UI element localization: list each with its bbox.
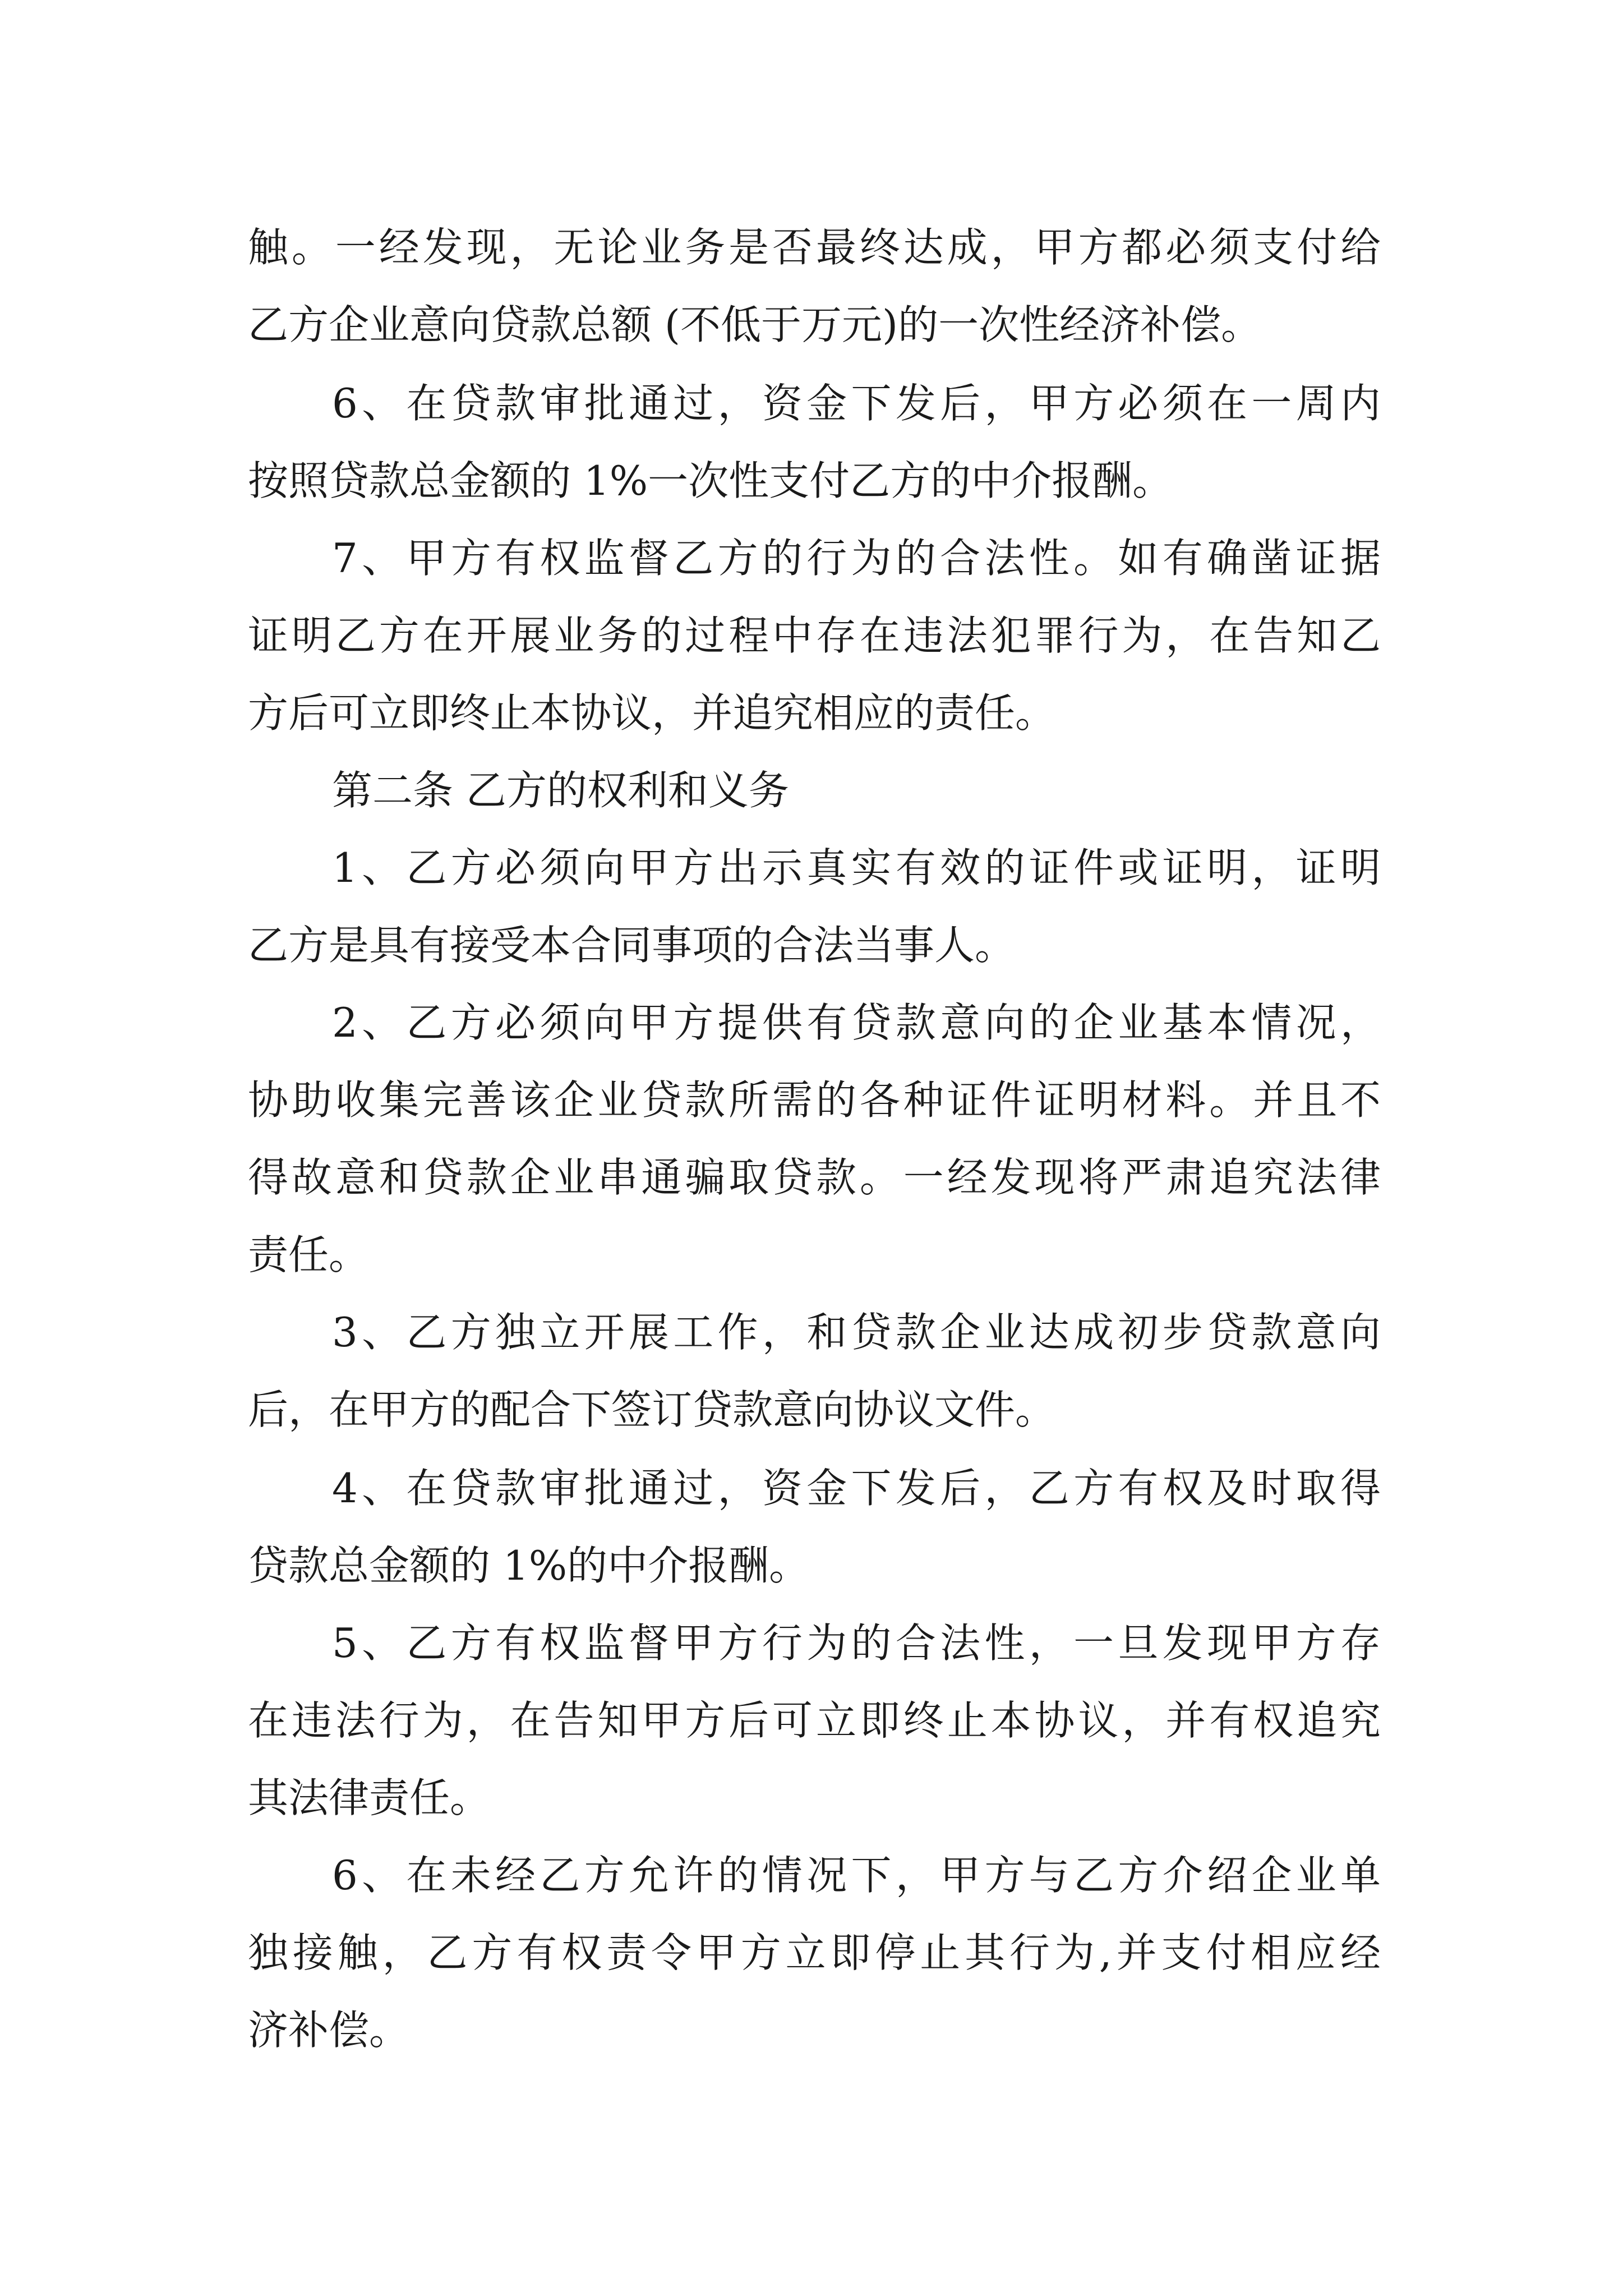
- text-line: 6、在未经乙方允许的情况下，甲方与乙方介绍企业单: [332, 1852, 1381, 1899]
- text-line: 得故意和贷款企业串通骗取贷款。一经发现将严肃追究法律: [248, 1154, 1381, 1201]
- text-line: 按照贷款总金额的 1%一次性支付乙方的中介报酬。: [248, 457, 1173, 504]
- text-line: 乙方企业意向贷款总额 (不低于万元)的一次性经济补偿。: [248, 301, 1262, 348]
- text-line: 1、乙方必须向甲方出示真实有效的证件或证明，证明: [332, 844, 1381, 891]
- text-line: 后，在甲方的配合下签订贷款意向协议文件。: [248, 1386, 1056, 1433]
- text-line: 独接触，乙方有权责令甲方立即停止其行为,并支付相应经: [248, 1929, 1381, 1976]
- text-line: 协助收集完善该企业贷款所需的各种证件证明材料。并且不: [248, 1076, 1381, 1124]
- text-line: 济补偿。: [248, 2007, 410, 2054]
- text-line: 6、在贷款审批通过，资金下发后，甲方必须在一周内: [332, 380, 1381, 427]
- text-line: 证明乙方在开展业务的过程中存在违法犯罪行为，在告知乙: [248, 612, 1381, 659]
- text-line: 责任。: [248, 1231, 370, 1278]
- text-line: 2、乙方必须向甲方提供有贷款意向的企业基本情况，: [332, 999, 1381, 1046]
- text-line: 方后可立即终止本协议，并追究相应的责任。: [248, 689, 1056, 737]
- section-heading: 第二条 乙方的权利和义务: [332, 767, 789, 814]
- text-line: 乙方是具有接受本合同事项的合法当事人。: [248, 922, 1016, 969]
- text-line: 5、乙方有权监督甲方行为的合法性，一旦发现甲方存: [332, 1619, 1381, 1667]
- text-line: 7、甲方有权监督乙方的行为的合法性。如有确凿证据: [332, 535, 1381, 582]
- text-line: 其法律责任。: [248, 1774, 491, 1821]
- text-line: 4、在贷款审批通过，资金下发后，乙方有权及时取得: [332, 1465, 1381, 1512]
- text-line: 在违法行为，在告知甲方后可立即终止本协议，并有权追究: [248, 1697, 1381, 1744]
- text-line: 贷款总金额的 1%的中介报酬。: [248, 1542, 810, 1589]
- text-line: 3、乙方独立开展工作，和贷款企业达成初步贷款意向: [332, 1309, 1381, 1356]
- text-line: 触。一经发现，无论业务是否最终达成，甲方都必须支付给: [248, 224, 1381, 271]
